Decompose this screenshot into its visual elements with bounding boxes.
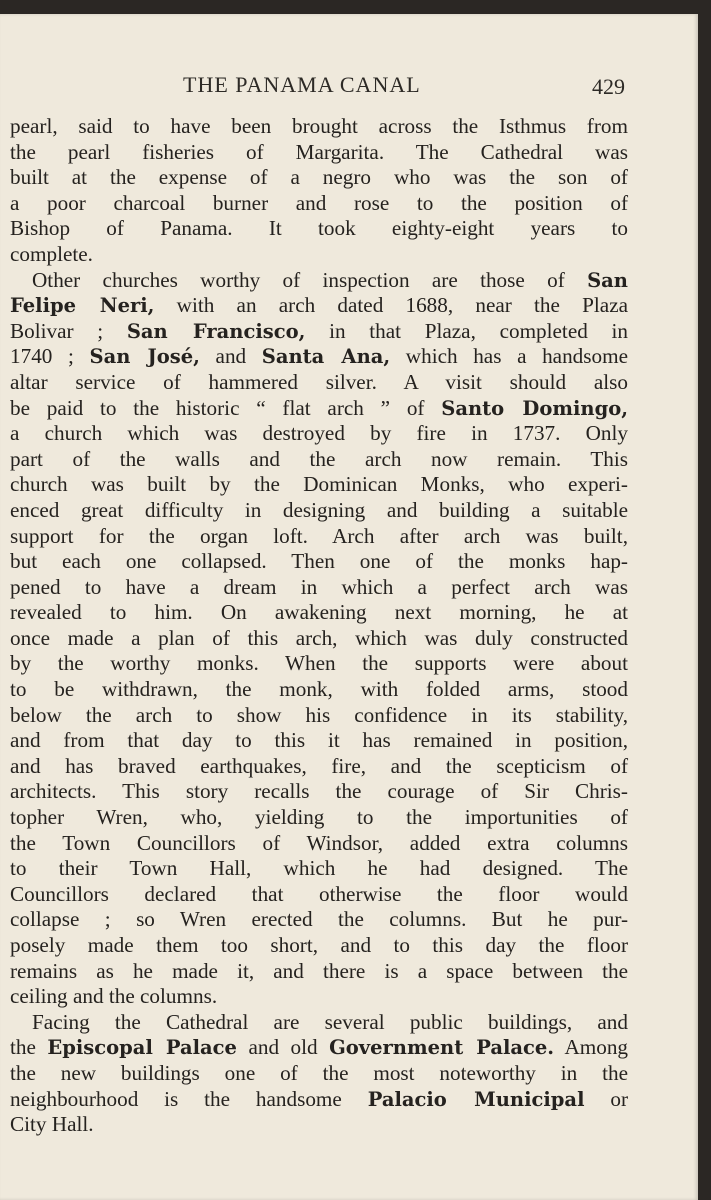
- text-run: built at the expense of a negro who was the son of: [10, 165, 628, 190]
- text-line: [10, 831, 628, 857]
- text-run: Facing the Cathedral are several public buildings, and: [32, 1009, 628, 1034]
- text-line: [10, 421, 628, 447]
- text-run: the new buildings one of the most noteworthy in the: [10, 1060, 628, 1085]
- text-line: [10, 268, 628, 294]
- bold-place-name: Santa Ana,: [261, 345, 391, 369]
- text-line: [10, 754, 628, 780]
- text-line: [10, 293, 628, 319]
- book-page: [0, 14, 698, 1200]
- text-run: but each one collapsed. Then one of the monks hap-: [10, 549, 628, 574]
- bold-place-name: Government Palace.: [329, 1036, 555, 1060]
- text-line: [10, 651, 628, 677]
- text-run: 1740 ;: [10, 344, 90, 369]
- bold-place-name: Santo Domingo,: [441, 396, 629, 420]
- text-run: with an arch dated 1688, near the Plaza: [154, 293, 629, 318]
- text-run: neighbourhood is the handsome: [10, 1086, 368, 1111]
- text-line: [10, 140, 628, 166]
- text-run: Other churches worthy of inspection are those of: [32, 267, 588, 292]
- text-line: [10, 728, 628, 754]
- text-line: [10, 677, 628, 703]
- text-run: pened to have a dream in which a perfect arch was: [10, 574, 628, 599]
- text-line: [10, 549, 628, 575]
- text-run: be paid to the historic “ flat arch ” of: [10, 395, 442, 420]
- text-run: which has a handsome: [390, 344, 629, 369]
- text-run: Bishop of Panama. It took eighty-eight years to: [10, 216, 628, 241]
- text-run: the: [10, 1035, 48, 1060]
- text-line: [10, 472, 628, 498]
- paragraph: [10, 1010, 628, 1138]
- text-run: topher Wren, who, yielding to the importunities of: [10, 805, 628, 830]
- text-run: part of the walls and the arch now remain. This: [10, 446, 628, 471]
- bold-place-name: Felipe Neri,: [10, 294, 155, 318]
- text-line: [10, 856, 628, 882]
- bold-place-name: Episcopal Palace: [47, 1036, 237, 1060]
- text-run: pearl, said to have been brought across the Isthmus from: [10, 114, 628, 138]
- text-run: Among: [554, 1035, 629, 1060]
- text-line: [10, 242, 628, 268]
- text-run: ceiling and the columns.: [10, 984, 218, 1009]
- text-run: altar service of hammered silver. A visit should also: [10, 369, 628, 394]
- text-line: [10, 703, 628, 729]
- text-line: [10, 779, 628, 805]
- text-line: [10, 933, 628, 959]
- text-line: [10, 1010, 628, 1036]
- text-line: [10, 907, 628, 933]
- text-line: [10, 805, 628, 831]
- text-line: [10, 319, 628, 345]
- text-line: [10, 344, 628, 370]
- text-line: [10, 114, 628, 140]
- text-line: [10, 447, 628, 473]
- text-line: [10, 370, 628, 396]
- text-line: [10, 165, 628, 191]
- text-run: the pearl fisheries of Margarita. The Cathedral was: [10, 139, 628, 164]
- text-run: City Hall.: [10, 1112, 94, 1137]
- paragraph: [10, 268, 628, 1010]
- text-line: [10, 1061, 628, 1087]
- running-title: THE PANAMA CANAL: [183, 72, 421, 97]
- bold-place-name: San: [587, 268, 628, 292]
- text-run: and: [199, 344, 262, 369]
- text-line: [10, 396, 628, 422]
- text-line: [10, 524, 628, 550]
- text-run: posely made them too short, and to this day the floor: [10, 933, 628, 957]
- text-line: [10, 882, 628, 908]
- text-line: [10, 1035, 628, 1061]
- page-header: [0, 72, 698, 102]
- text-line: [10, 216, 628, 242]
- text-run: revealed to him. On awakening next morning, he at: [10, 600, 628, 625]
- text-line: [10, 1087, 628, 1113]
- page-number: 429: [592, 74, 625, 99]
- text-line: [10, 626, 628, 652]
- text-run: a church which was destroyed by fire in 1737. Only: [10, 421, 628, 446]
- text-run: Bolivar ;: [10, 318, 127, 343]
- text-line: [10, 191, 628, 217]
- text-line: [10, 600, 628, 626]
- text-run: a poor charcoal burner and rose to the position of: [10, 190, 628, 215]
- text-line: [10, 984, 628, 1010]
- text-run: church was built by the Dominican Monks, who experi-: [10, 472, 628, 497]
- text-run: Councillors declared that otherwise the floor would: [10, 881, 628, 906]
- bold-place-name: Palacio Municipal: [367, 1087, 585, 1111]
- text-run: complete.: [10, 241, 93, 266]
- text-run: and from that day to this it has remained in position,: [10, 728, 628, 753]
- text-run: and has braved earthquakes, fire, and the scepticism of: [10, 753, 628, 778]
- text-run: once made a plan of this arch, which was duly constructed: [10, 625, 628, 650]
- body-text: [10, 114, 628, 1138]
- text-run: and old: [236, 1035, 330, 1060]
- text-run: to their Town Hall, which he had designed. The: [10, 856, 628, 881]
- text-run: support for the organ loft. Arch after arch was built,: [10, 523, 628, 548]
- text-line: [10, 1112, 628, 1138]
- bold-place-name: San Francisco,: [126, 319, 306, 343]
- text-run: to be withdrawn, the monk, with folded arms, stood: [10, 677, 628, 702]
- text-line: [10, 959, 628, 985]
- text-run: or: [584, 1086, 629, 1111]
- text-line: [10, 575, 628, 601]
- bold-place-name: San José,: [89, 345, 200, 369]
- paragraph: [10, 114, 628, 268]
- text-run: by the worthy monks. When the supports were about: [10, 651, 628, 676]
- text-run: in that Plaza, completed in: [305, 318, 628, 343]
- text-run: the Town Councillors of Windsor, added extra columns: [10, 830, 628, 855]
- text-run: remains as he made it, and there is a space between the: [10, 958, 628, 983]
- text-run: below the arch to show his confidence in its stability,: [10, 702, 628, 727]
- text-line: [10, 498, 628, 524]
- text-run: collapse ; so Wren erected the columns. But he pur-: [10, 907, 628, 932]
- text-run: enced great difficulty in designing and building a suitable: [10, 497, 628, 522]
- text-run: architects. This story recalls the courage of Sir Chris-: [10, 779, 628, 804]
